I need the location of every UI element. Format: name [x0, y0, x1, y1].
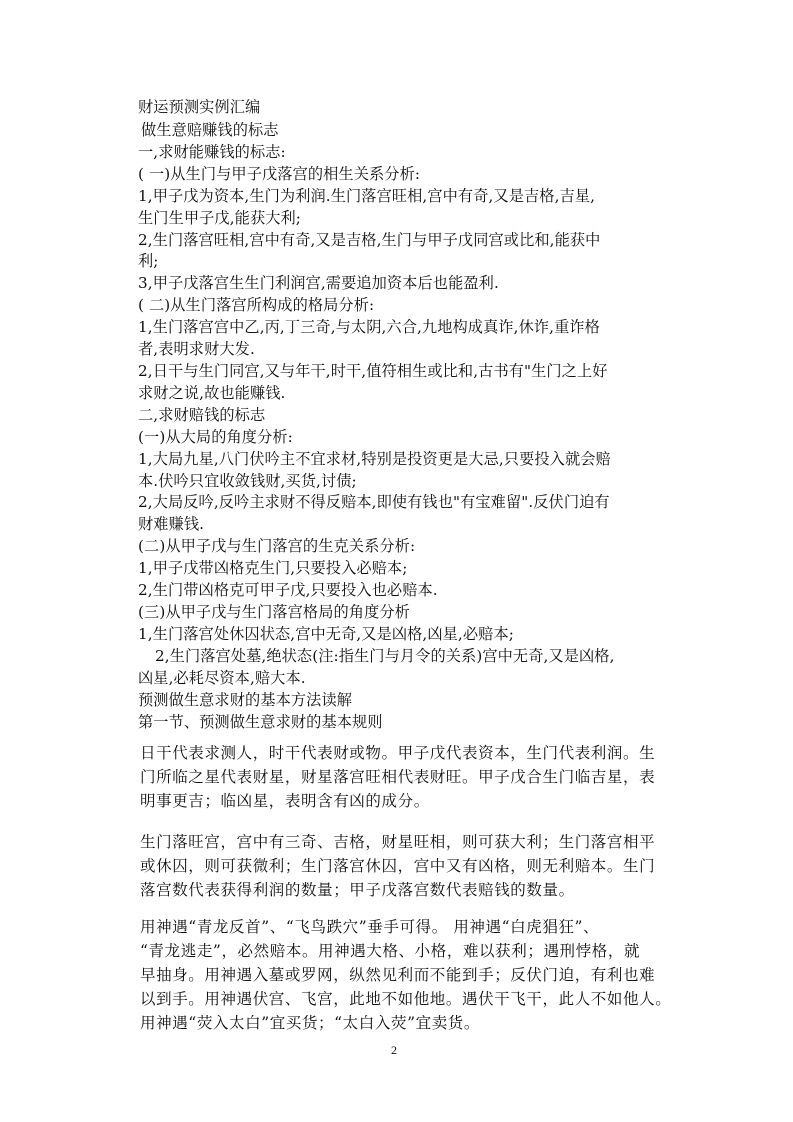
section-2-subheading-1: (一)从大局的角度分析: — [138, 428, 293, 446]
text-line: 生门生甲子戊,能获大利; — [138, 209, 302, 227]
document-title: 财运预测实例汇编 — [138, 98, 261, 116]
text-line: 1,甲子戊为资本,生门为利润.生门落宫旺相,宫中有奇,又是吉格,吉星, — [138, 187, 596, 205]
section-1-title: 一,求财能赚钱的标志: — [138, 143, 286, 161]
part-2-title: 预测做生意求财的基本方法读解 — [138, 691, 353, 709]
section-2-subheading-3: (三)从甲子戊与生门落宫格局的角度分析 — [138, 603, 410, 621]
text-line: 2,生门落宫旺相,宫中有奇,又是吉格,生门与甲子戊同宫或比和,能获中 — [138, 231, 601, 249]
paragraph-line: 或休囚，则可获微利；生门落宫休囚，宫中又有凶格，则无利赔本。生门 — [140, 857, 656, 875]
paragraph-line: 以到手。用神遇伏宫、飞宫，此地不如他地。遇伏干飞干，此人不如他人。 — [140, 990, 672, 1008]
paragraph-line: 用神遇“青龙反首”、“飞鸟跌穴”垂手可得。 用神遇“白虎猖狂”、 — [140, 918, 600, 936]
text-line: 1,甲子戊带凶格克生门,只要投入必赔本; — [138, 559, 408, 577]
text-line: 1,大局九星,八门伏吟主不宜求材,特别是投资更是大忌,只要投入就会赔 — [138, 450, 611, 468]
text-line: 者,表明求财大发. — [138, 340, 255, 358]
text-line: 2,日干与生门同宫,又与年干,时干,值符相生或比和,古书有"生门之上好 — [138, 362, 608, 380]
text-line: 1,生门落宫宫中乙,丙,丁三奇,与太阴,六合,九地构成真诈,休诈,重诈格 — [138, 318, 600, 336]
paragraph-line: “青龙逃走”，必然赔本。用神遇大格、小格，难以获利；遇刑悖格，就 — [140, 942, 641, 960]
text-line: 3,甲子戊落宫生生门利润宫,需要追加资本后也能盈利. — [138, 274, 499, 292]
paragraph-line: 生门落旺宫，宫中有三奇、吉格，财星旺相，则可获大利；生门落宫相平 — [140, 833, 656, 851]
text-line: 2,生门落宫处墓,绝状态(注:指生门与月令的关系)宫中无奇,又是凶格, — [155, 647, 615, 665]
text-line: 2,生门带凶格克可甲子戊,只要投入也必赔本. — [138, 581, 438, 599]
text-line: 财难赚钱. — [138, 515, 205, 533]
text-line: 凶星,必耗尽资本,赔大本. — [138, 669, 306, 687]
text-line: 利; — [138, 252, 159, 270]
text-line: 求财之说,故也能赚钱. — [138, 384, 286, 402]
section-2-title: 二,求财赔钱的标志 — [138, 406, 266, 424]
section-1-subheading-2: ( 二)从生门落宫所构成的格局分析: — [138, 296, 375, 314]
part-2-section-heading: 第一节、预测做生意求财的基本规则 — [138, 713, 383, 731]
paragraph-line: 明事更吉；临凶星，表明含有凶的成分。 — [140, 792, 430, 810]
paragraph-line: 门所临之星代表财星，财星落宫旺相代表财旺。甲子戊合生门临吉星，表 — [140, 768, 656, 786]
section-2-subheading-2: (二)从甲子戊与生门落宫的生克关系分析: — [138, 537, 416, 555]
paragraph-line: 用神遇“荧入太白”宜买货；“太白入荧”宜卖货。 — [140, 1014, 480, 1032]
text-line: 2,大局反吟,反吟主求财不得反赔本,即使有钱也"有宝难留".反伏门迫有 — [138, 493, 610, 511]
paragraph-line: 落宫数代表获得利润的数量；甲子戊落宫数代表赔钱的数量。 — [140, 881, 575, 899]
text-line: 1,生门落宫处休囚状态,宫中无奇,又是凶格,凶星,必赔本; — [138, 625, 514, 643]
paragraph-line: 早抽身。用神遇入墓或罗网，纵然见利而不能到手；反伏门迫，有利也难 — [140, 966, 656, 984]
page-number: 2 — [391, 1043, 397, 1057]
text-line: 本.伏吟只宜收敛钱财,买货,讨债; — [138, 472, 357, 490]
document-heading: 做生意赔赚钱的标志 — [141, 121, 279, 139]
section-1-subheading-1: ( 一)从生门与甲子戊落宫的相生关系分析: — [138, 165, 421, 183]
paragraph-line: 日干代表求测人，时干代表财或物。甲子戊代表资本，生门代表利润。生 — [140, 744, 656, 762]
